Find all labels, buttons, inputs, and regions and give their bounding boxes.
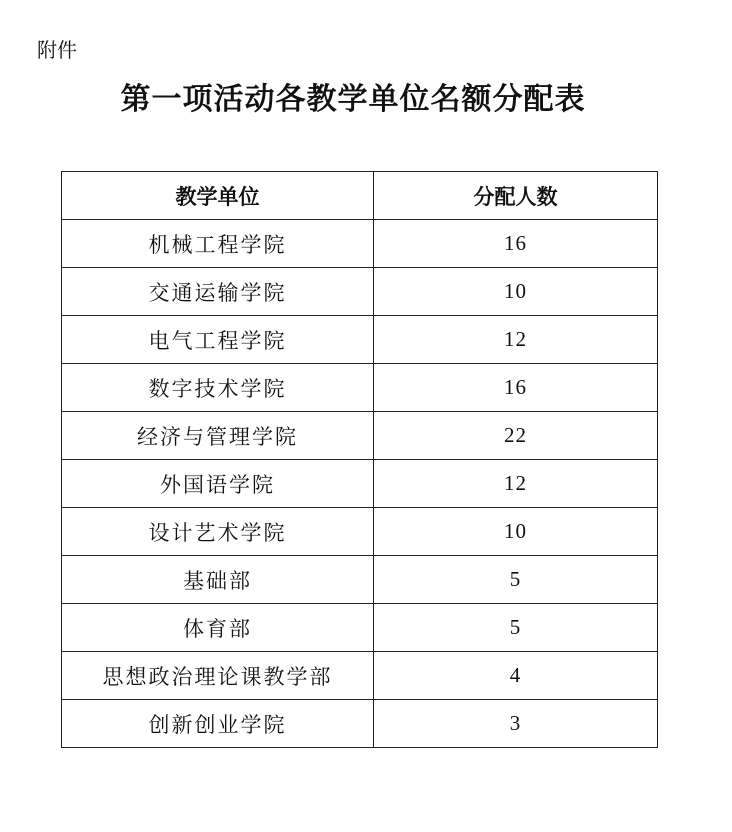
unit-cell: 体育部: [62, 604, 374, 652]
table-row: [62, 652, 658, 700]
count-cell: 4: [374, 652, 658, 700]
unit-cell: 电气工程学院: [62, 316, 374, 364]
unit-cell: 交通运输学院: [62, 268, 374, 316]
table-row: [62, 700, 658, 748]
unit-cell: 外国语学院: [62, 460, 374, 508]
unit-cell: 创新创业学院: [62, 700, 374, 748]
table-row: [62, 220, 658, 268]
column-header-unit: 教学单位: [62, 172, 374, 220]
table-row: [62, 316, 658, 364]
attachment-label: 附件: [37, 38, 77, 62]
unit-cell: 机械工程学院: [62, 220, 374, 268]
table-row: [62, 268, 658, 316]
count-cell: 16: [374, 364, 658, 412]
count-cell: 22: [374, 412, 658, 460]
quota-table: [61, 171, 658, 748]
column-header-count: 分配人数: [374, 172, 658, 220]
table-row: [62, 460, 658, 508]
count-cell: 10: [374, 508, 658, 556]
document-title: 第一项活动各教学单位名额分配表: [120, 82, 586, 117]
count-cell: 10: [374, 268, 658, 316]
table-row: [62, 508, 658, 556]
table-row: [62, 604, 658, 652]
count-cell: 5: [374, 556, 658, 604]
unit-cell: 设计艺术学院: [62, 508, 374, 556]
unit-cell: 基础部: [62, 556, 374, 604]
unit-cell: 数字技术学院: [62, 364, 374, 412]
unit-cell: 思想政治理论课教学部: [62, 652, 374, 700]
count-cell: 12: [374, 460, 658, 508]
count-cell: 12: [374, 316, 658, 364]
table-row: [62, 412, 658, 460]
count-cell: 5: [374, 604, 658, 652]
table-header-row: [62, 172, 658, 220]
table-row: [62, 364, 658, 412]
unit-cell: 经济与管理学院: [62, 412, 374, 460]
count-cell: 3: [374, 700, 658, 748]
count-cell: 16: [374, 220, 658, 268]
table-row: [62, 556, 658, 604]
